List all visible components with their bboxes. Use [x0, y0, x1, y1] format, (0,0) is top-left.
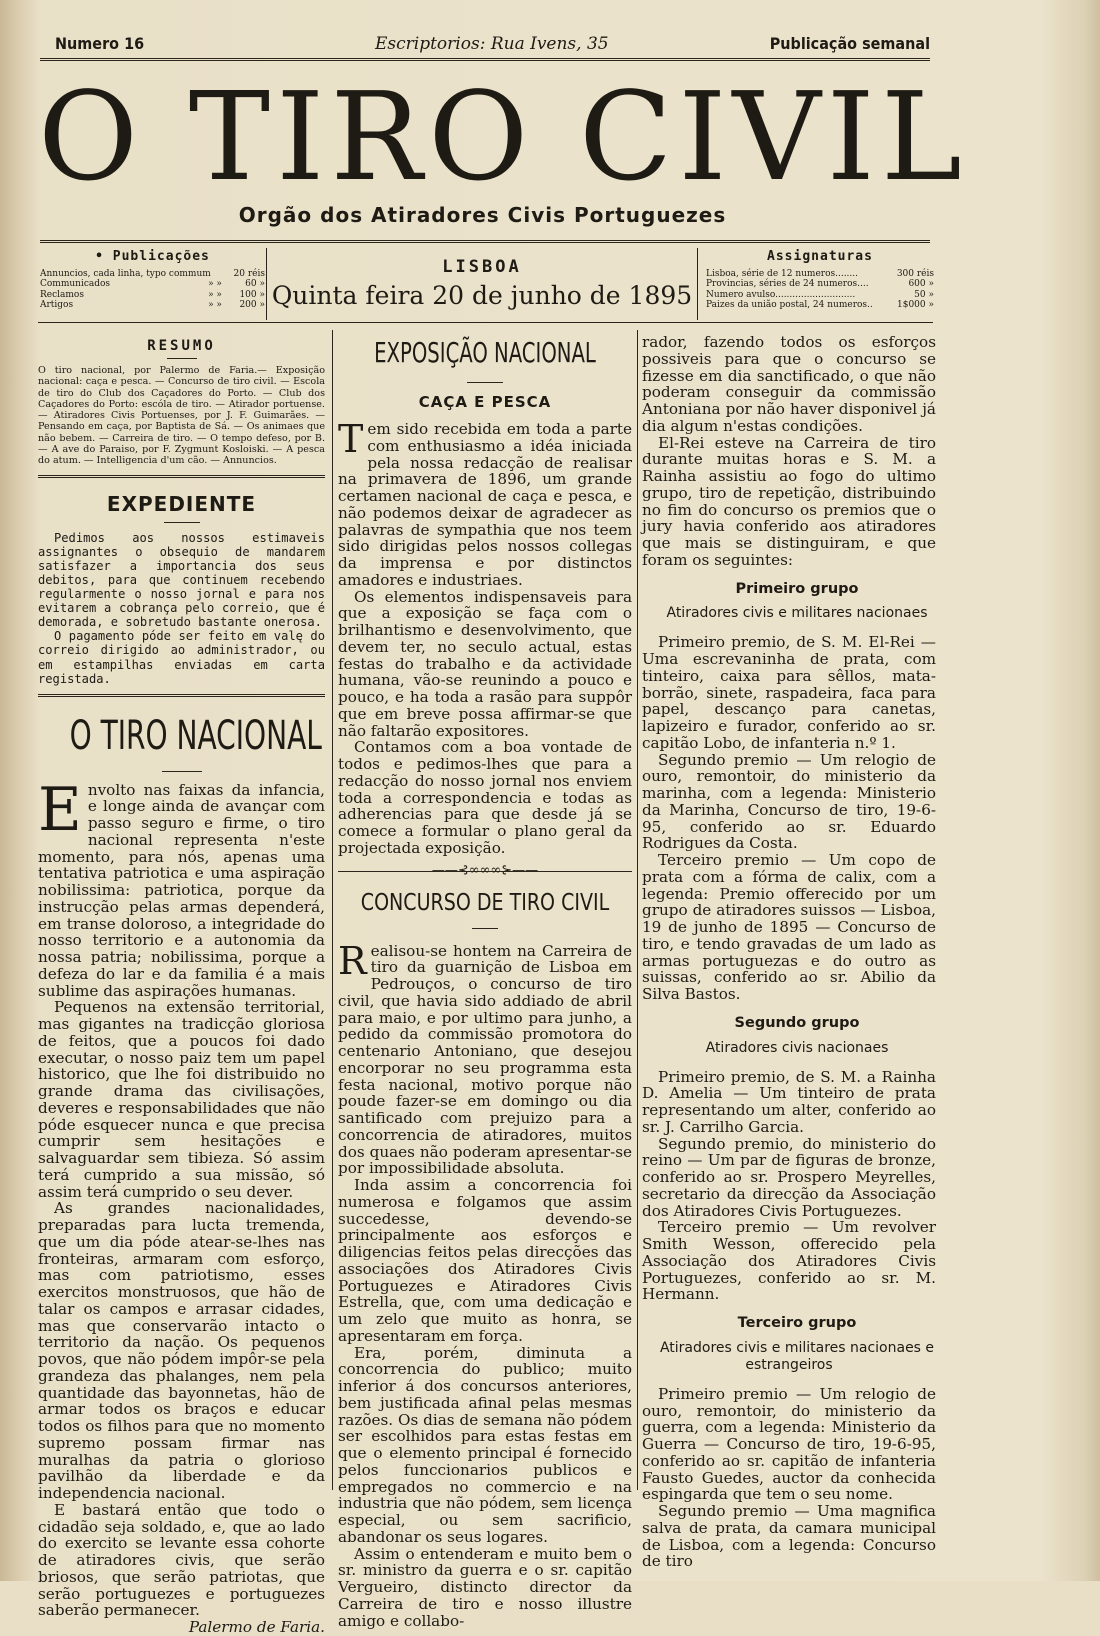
paragraph: Segundo premio — Um relogio de ouro, remontoir, do ministerio da marinha, com a legenda: Ministerio da Marinha, Concurso de tiro, 19-6-95, conferido ao sr. Eduardo Rodrigues da Costa. — [642, 750, 936, 853]
top-rule — [40, 58, 930, 65]
concurso-heading: CONCURSO DE TIRO CIVIL — [360, 889, 610, 916]
short-rule — [164, 522, 200, 523]
paragraph: Primeiro premio, de S. M. El-Rei — Uma escrevaninha de prata, com tinteiro, caixa para sêllos, mata-borrão, sinete, raspadeira, faca para papel, descanço para canetas, lapizeiro e furador, conferido ao sr. capitão Lobo, de infanteria n.º 1. — [642, 633, 936, 752]
price-row: Communicados » » 60 » — [40, 279, 265, 289]
group-subtitle: Atiradores civis e militares nacionaes e estrangeiros — [659, 1339, 935, 1373]
tiro-nacional-heading: O TIRO NACIONAL — [69, 712, 322, 759]
top-line — [55, 34, 930, 56]
column-divider — [332, 330, 333, 1490]
price-row: Reclamos » » 100 » — [40, 289, 265, 300]
paragraph: Pequenos na extensão territorial, mas gigantes na tradicção gloriosa de feitos, que a poucos foi dado executar, o nosso paiz tem um papel historico, que lhe foi distribuido no grande drama das civilisações, deveres e responsabilidades que não póde esquecer nunca e que precisa cumprir sem hesitações e salvaguardar sem tibieza. Só assim terá cumprido a sua missão, só assim terá cumprido o seu dever. — [38, 998, 325, 1201]
price-row: Artigos » » 200 » — [40, 300, 265, 310]
paragraph: Tem sido recebida em toda a parte com enthusiasmo a idéa iniciada pela nossa redacção de realisar na primavera de 1896, um grande certamen nacional de caça e pesca, e não podemos deixar de agradecer as palavras de sympathia que nos teem sido dirigidas pelos nossos collegas da imprensa e por distinctos amadores e industriaes. — [338, 417, 632, 589]
paragraph: Segundo premio — Uma magnifica salva de prata, da camara municipal de Lisboa, com a legenda: Concurso de tiro — [642, 1502, 936, 1571]
tiro-nacional-article — [38, 774, 325, 1636]
header-bottom-rule — [38, 322, 933, 323]
issue-number: Numero 16 — [55, 34, 145, 53]
subscription-row: Numero avulso............................ 50 » — [706, 289, 934, 300]
concurso-continuation — [642, 334, 936, 1570]
paragraph: Envolto nas faixas da infancia, e longe ainda de avançar com passo seguro e firme, o tiro nacional representa n'este momento, para nós, apenas uma tentativa patriotica e uma aspiração nobilissima: patriotica, porque da instrucção pelas armas dependerá, em transe doloroso, a integridade do nosso territorio e a autonomia da nossa patria; nobilissima, porque a defeza do lar e da familia é a mais sublime das aspirações humanas. — [38, 774, 325, 1000]
publication-frequency: Publicação semanal — [769, 34, 930, 53]
dateline-date: Quinta feira 20 de junho de 1895 — [271, 281, 693, 310]
dateline-city: LISBOA — [442, 257, 522, 277]
short-rule — [167, 358, 197, 359]
left-column — [38, 338, 325, 1636]
paragraph: Pedimos aos nossos estimaveis assignantes o obsequio de mandarem satisfazer a importancia dos seus debitos, para que continuem recebendo regularmente o nosso jornal e para nos evitarem a cobrança pelo correio, que é demorada, e sobretudo bastante onerosa. — [38, 530, 325, 630]
paragraph: Segundo premio, do ministerio do reino — Um par de figuras de bronze, conferido ao sr. Prospero Meyrelles, secretario da direcção da Associação dos Atiradores Civis Portuguezes. — [642, 1134, 936, 1220]
dropcap: T — [338, 417, 364, 461]
paragraph: Terceiro premio — Um revolver Smith Wesson, offerecido pela Associação dos Atiradores Civis Portuguezes, conferido ao sr. M. Hermann. — [642, 1218, 936, 1304]
office-address: Escriptorios: Rua Ivens, 35 — [375, 34, 609, 54]
masthead-rule — [40, 240, 930, 247]
dateline — [270, 257, 694, 310]
middle-column — [338, 336, 632, 1629]
dropcap: E — [38, 774, 82, 845]
group-subtitle: Atiradores civis e militares nacionaes — [666, 605, 928, 622]
paragraph: Primeiro premio — Um relogio de ouro, remontoir, do ministerio da guerra, com a legenda: Ministerio da Guerra — Concurso de tiro, 19-6-95, conferido ao sr. capitão de infanteria Fausto Guedes, auctor da conhecida espingarda que tem o seu nome. — [642, 1384, 936, 1504]
paragraph: Os elementos indispensaveis para que a exposição se faça com o brilhantismo e desenvolvimento, que devem ter, no seculo actual, estas festas do trabalho e da actividade humana, vão-se reunindo a pouco e pouco, e ha toda a rasão para suppôr que em breve possa affirmar-se que não faltarão expositores. — [338, 587, 632, 740]
subscription-row: Paizes da união postal, 24 numeros.. 1$000 » — [706, 300, 934, 310]
paragraph: Primeiro premio, de S. M. a Rainha D. Amelia — Um tinteiro de prata representando um alter, conferido ao sr. J. Carrilho Garcia. — [642, 1067, 936, 1136]
assignaturas-box — [706, 249, 934, 311]
paragraph: Era, porém, diminuta a concorrencia do publico; muito inferior á dos concursos anteriores, bem justificada afinal pelas mesmas razões. Os dias de semana não pódem ser escolhidos para estas festas em que o elemento principal é fornecido pelos funccionarios publicos e empregados no commercio e na industria que não pódem, sem licença especial, ou sem sacrificio, abandonar os seus logares. — [338, 1343, 632, 1546]
paragraph: E bastará então que todo o cidadão seja soldado, e, que ao lado do exercito se levante essa cohorte de atiradores civis, que serão briosos, que serão patriotas, que serão portuguezes e portuguezes saberão permanecer. — [38, 1500, 325, 1620]
masthead-subtitle: Orgão dos Atiradores Civis Portuguezes — [238, 203, 727, 227]
paragraph: rador, fazendo todos os esforços possiveis para que o concurso se fizesse em dia sanctificado, o que não poderam conseguir da commissão Antoniana por não haver disponivel já dia algum n'estas condições. — [642, 333, 936, 435]
paragraph: Inda assim a concorrencia foi numerosa e folgamos que assim succedesse, devendo-se principalmente aos esforços e diligencias feitos pelas direcções das associações dos Atiradores Civis Portuguezes e Atiradores Civis Estrella, que, com uma dedicação e um zelo que muito as honra, se apresentaram em força. — [338, 1176, 632, 1345]
paragraph: El-Rei esteve na Carreira de tiro durante muitas horas e S. M. a Rainha assistiu ao fogo do ultimo grupo, tiro de repetição, distribuindo no fim do concurso os premios que o jury havia conferido aos atiradores que mais se distinguiram, e que foram os seguintes: — [642, 433, 936, 569]
group-subtitle: Atiradores civis nacionaes — [705, 1039, 889, 1056]
paragraph: Contamos com a boa vontade de todos e pedimos-lhes que para a redacção do nosso jornal nos enviem toda a correspondencia e todas as adherencias para que desde já se comece a formular o plano geral da projectada exposição. — [338, 738, 632, 857]
divider — [697, 248, 698, 320]
paragraph: Realisou-se hontem na Carreira de tiro da guarnição de Lisboa em Pedrouços, o concurso de tiro civil, que havia sido addiado de abril para maio, e por ultimo para junho, a pedido da commissão promotora do centenario Antoniano, que desejou encorporar no seu programma esta festa nacional, motivo porque não poude fazer-se em domingo ou dia santificado com prejuizo para a concorrencia de atiradores, muitos dos quaes não poderam apresentar-se por impossibilidade absoluta. — [338, 938, 632, 1178]
resumo-heading: RESUMO — [147, 338, 216, 354]
group-title: Terceiro grupo — [737, 1315, 857, 1331]
group-title: Segundo grupo — [734, 1014, 860, 1031]
exposicao-article — [338, 417, 632, 857]
expediente-text — [38, 531, 325, 686]
short-rule — [162, 771, 202, 772]
paragraph: Assim o entenderam e muito bem o sr. ministro da guerra e o sr. capitão Vergueiro, distincto director da Carreira de tiro e nosso illustre amigo e collabo- — [338, 1544, 632, 1630]
paragraph: Terceiro premio — Um copo de prata com a fórma de calix, com a legenda: Premio offerecido por um grupo de atiradores suissos — Lisboa, 19 de junho de 1895 — Concurso de tiro, e tendo gravadas de um lado as armas portuguezas e do outro as suissas, conferido ao sr. Abilio da Silva Bastos. — [642, 851, 936, 1003]
assignaturas-heading: Assignaturas — [767, 249, 873, 264]
divider — [266, 248, 267, 320]
exposicao-heading: EXPOSIÇÃO NACIONAL — [374, 336, 596, 369]
short-rule — [467, 382, 503, 383]
paragraph: As grandes nacionalidades, preparadas para lucta tremenda, que um dia póde atear-se-lhes nas fronteiras, armaram com esforço, mas com patriotismo, esses exercitos monstruosos, que hão de talar os campos e arrasar cidades, mas que conservarão intacto o territorio da nação. Os pequenos povos, que não pódem impôr-se pela grandeza das phalanges, nem pela quantidade das bayonnetas, hão de armar todos os braços e educar todos os filhos para que no momento supremo possam firmar nas muralhas da patria o glorioso pavilhão da liberdade e da independencia nacional. — [38, 1199, 325, 1503]
masthead-title: O TIRO CIVIL — [38, 66, 968, 208]
section-rule — [38, 475, 325, 482]
exposicao-subheading: CAÇA E PESCA — [418, 393, 552, 411]
publicacoes-heading: • Publicações — [95, 249, 210, 264]
concurso-article — [338, 938, 632, 1630]
ornament: ——⊰∞∞∞⊱—— — [431, 862, 539, 878]
subscription-row: Provincias, séries de 24 numeros.... 600 » — [706, 279, 934, 289]
expediente-heading: EXPEDIENTE — [106, 491, 257, 516]
paragraph: O pagamento póde ser feito em valę do correio dirigido ao administrador, ou em estampilhas enviadas em carta registada. — [38, 629, 325, 686]
signature: Palermo de Faria. — [188, 1618, 325, 1636]
dropcap: R — [338, 938, 367, 983]
right-column — [642, 334, 936, 1570]
section-rule — [38, 694, 325, 701]
section-rule — [338, 871, 632, 872]
subscription-row: Lisboa, série de 12 numeros........ 300 réis — [706, 268, 934, 279]
publicacoes-box — [40, 249, 265, 311]
column-divider — [637, 330, 638, 1490]
short-rule — [472, 928, 498, 929]
price-row: Annuncios, cada linha, typo commum 20 réis — [40, 268, 265, 279]
group-title: Primeiro grupo — [735, 580, 859, 597]
resumo-text: O tiro nacional, por Palermo de Faria.— Exposição nacional: caça e pesca. — Concurso de tiro civil. — Escola de tiro do Club dos Caçadores do Porto. — Club dos Caçadores do Porto: escóla de tiro. — Atirador portuense. — Atiradores Civis Portuenses, por J. F. Guimarães. — Pensando em caça, por Baptista de Sá. — Os animaes que não bebem. — Carreira de tiro. — O tempo defeso, por B. — A ave do Paraiso, por F. Zygmunt Kosloiski. — A pesca do atum. — Intelligencia d'um cão. — Annuncios. — [38, 365, 325, 467]
